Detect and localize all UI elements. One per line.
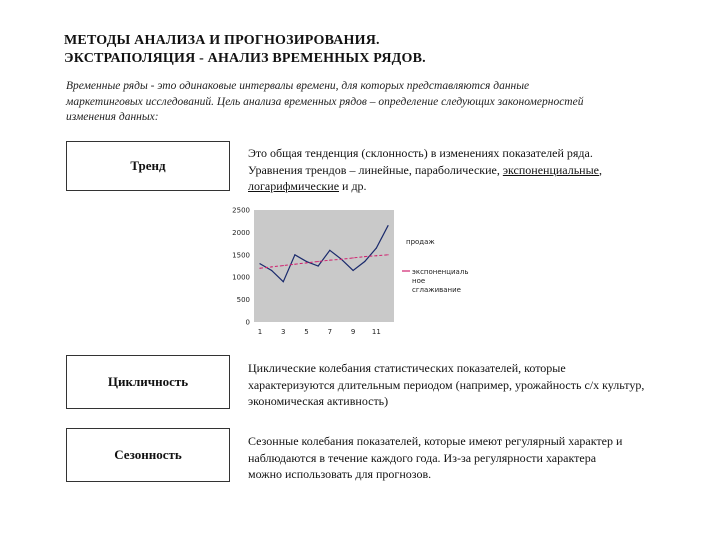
data-point: [306, 261, 307, 262]
cyclic-label: Цикличность: [107, 374, 189, 389]
data-point: [283, 265, 284, 266]
title-line-1: МЕТОДЫ АНАЛИЗА И ПРОГНОЗИРОВАНИЯ.: [64, 33, 380, 48]
page-title: [64, 32, 664, 68]
x-tick-label: 5: [304, 328, 309, 336]
legend-entry-smoothing: ное: [412, 277, 426, 285]
y-tick-label: 1000: [232, 273, 250, 282]
data-point: [329, 250, 330, 251]
trend-chart: [216, 200, 486, 355]
trend-description: [248, 145, 648, 195]
x-tick-label: 9: [350, 328, 356, 336]
trend-label: Тренд: [130, 158, 166, 173]
data-point: [259, 263, 260, 264]
logarithmic-link[interactable]: логарифмические: [248, 179, 340, 193]
cyclic-box: [66, 355, 230, 409]
data-point: [318, 261, 319, 262]
data-point: [376, 247, 377, 248]
data-point: [352, 270, 353, 271]
data-point: [318, 265, 319, 266]
trend-chart-svg: [216, 200, 486, 350]
data-point: [271, 266, 272, 267]
x-tick-label: 7: [327, 328, 333, 336]
cyclic-description: Циклические колебания статистических показателей, которые характеризуются длительным периодом (например, урожайность с/х культур, экономическая активность): [248, 361, 645, 408]
x-tick-label: 11: [371, 328, 381, 336]
data-point: [387, 225, 388, 226]
seasonal-label: Сезонность: [114, 447, 182, 462]
intro-text: Временные ряды - это одинаковые интервалы времени, для которых представляются данные маркетинговых исследований. Цель анализа временных рядов – определение следующих закономерностей изменения данных:: [66, 80, 584, 123]
seasonal-description: Сезонные колебания показателей, которые имеют регулярный характер и наблюдаются в течение каждого года. Из-за регулярности характера можно использовать для прогнозов.: [248, 434, 623, 481]
data-point: [387, 254, 388, 255]
data-point: [364, 261, 365, 262]
trend-box: [66, 141, 230, 191]
y-tick-label: 2500: [232, 206, 250, 215]
exponential-link[interactable]: экспоненциальные: [502, 162, 599, 177]
data-point: [294, 254, 295, 255]
data-point: [259, 268, 260, 269]
data-point: [271, 270, 272, 271]
data-point: [306, 262, 307, 263]
trend-text-end: и др.: [339, 179, 367, 193]
data-point: [329, 260, 330, 261]
data-point: [376, 255, 377, 256]
y-tick-label: 1500: [232, 251, 250, 260]
plot-area: [254, 210, 394, 322]
trend-separator: ,: [599, 162, 602, 177]
data-point: [294, 264, 295, 265]
y-tick-label: 2000: [232, 228, 250, 237]
data-point: [352, 257, 353, 258]
title-line-2: ЭКСТРАПОЛЯЦИЯ - АНАЛИЗ ВРЕМЕННЫХ РЯДОВ.: [64, 51, 426, 66]
seasonal-box: [66, 428, 230, 482]
y-tick-label: 0: [245, 318, 250, 327]
legend-entry-smoothing: сглаживание: [412, 286, 461, 294]
legend-entry-smoothing: экспоненциаль: [412, 268, 469, 276]
data-point: [341, 259, 342, 260]
x-tick-label: 1: [257, 328, 263, 336]
y-tick-label: 500: [236, 296, 250, 305]
x-tick-label: 3: [281, 328, 286, 336]
data-point: [364, 256, 365, 257]
data-point: [283, 281, 284, 282]
trend-text: Это общая тенденция (склонность) в изменениях показателей ряда. Уравнения трендов – линейные, параболические,: [248, 146, 593, 177]
legend-entry-sales: продаж: [406, 238, 435, 246]
